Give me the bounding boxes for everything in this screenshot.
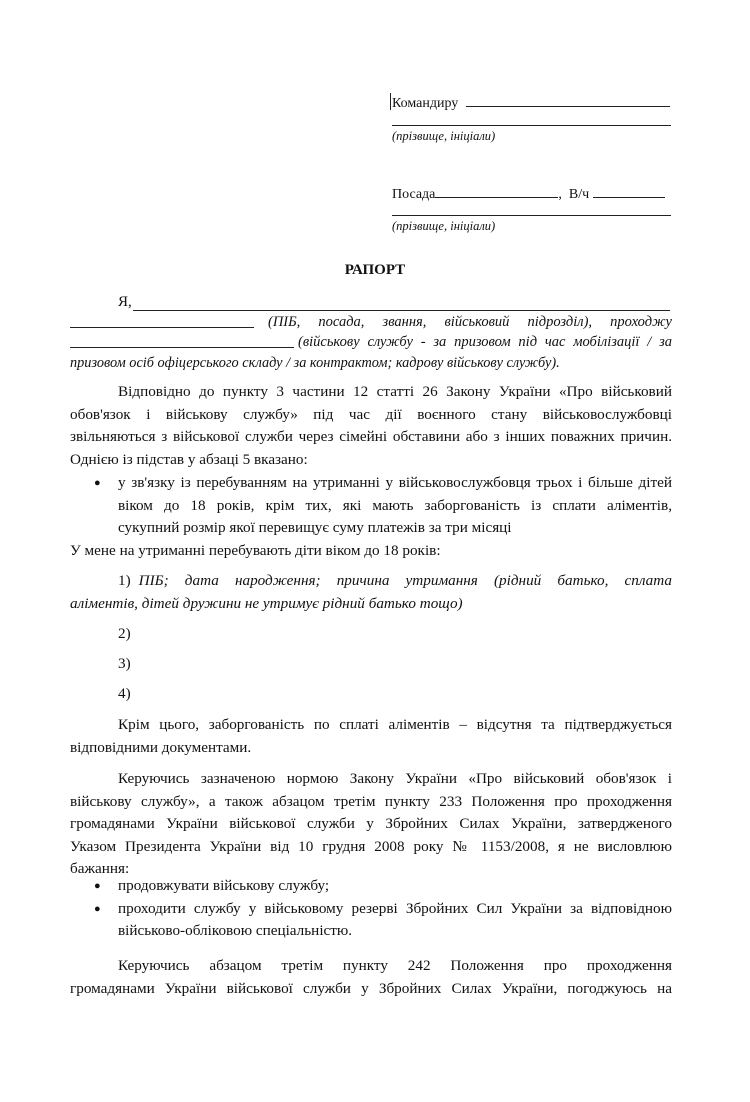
bullet-line: військово-обліковою спеціальністю. <box>118 922 353 939</box>
commander-blank[interactable] <box>466 93 670 107</box>
bullet-list-2 <box>70 875 672 943</box>
child-3-number[interactable]: 3) <box>118 655 131 672</box>
intro-hint-3: призовом осіб офіцерського складу / за контрактом; кадрову військову службу). <box>70 355 560 371</box>
p3-line: бажання: <box>70 860 130 877</box>
bullet-line: проходити службу у військовому резерві Збройних Сил України за відповідною <box>118 899 672 917</box>
intro-hint-1: (ПІБ, посада, звання, військовий підрозділ), проходжу <box>268 314 672 330</box>
bullet-icon: ● <box>94 880 101 892</box>
document-title: РАПОРТ <box>344 262 406 278</box>
p4-line: Керуючись абзацом третім пункту 242 Положення про проходження <box>118 957 672 974</box>
intro-hint-2: (військову службу - за призовом під час мобілізації / за <box>298 334 672 350</box>
commander-second-line[interactable] <box>392 125 671 126</box>
children-intro: У мене на утриманні перебувають діти віком до 18 років: <box>70 542 441 559</box>
child-1-text[interactable]: ПІБ; дата народження; причина утримання (рідний батько, сплата <box>138 572 672 589</box>
list-item <box>70 875 672 898</box>
position-label: Посада <box>392 187 436 202</box>
paragraph-1 <box>70 381 672 471</box>
p3-line: громадянами України військової служби у Збройних Силах України, затвердженого <box>70 815 672 832</box>
child-1-line <box>118 572 672 590</box>
paragraph-3 <box>70 768 672 881</box>
p1-line: обов'язок і військову службу» під час дії воєнного стану військовослужбовці <box>70 405 672 423</box>
surname-hint-2: (прізвище, ініціали) <box>392 219 496 233</box>
p3-line: військову службу», а також абзацом третім пункту 233 Положення про проходження <box>70 792 672 810</box>
intro-line-1 <box>118 294 132 311</box>
position-blank[interactable] <box>435 184 558 198</box>
child-1-number: 1) <box>118 572 131 589</box>
commander-line[interactable] <box>392 93 670 112</box>
list-item <box>70 898 672 943</box>
bullet-icon: ● <box>94 477 101 489</box>
bullet-line: віком до 18 років, крім тих, які мають заборгованість із сплати аліментів, <box>118 496 672 514</box>
unit-label: В/ч <box>568 187 590 202</box>
p1-line: звільняються з військової служби через сімейні обставини або з інших поважних причин. <box>70 428 672 445</box>
position-second-line[interactable] <box>392 215 671 216</box>
child-2-number[interactable]: 2) <box>118 625 131 642</box>
child-4-number[interactable]: 4) <box>118 685 131 702</box>
name-blank[interactable] <box>133 310 670 311</box>
position-line[interactable]: Посада , В/ч <box>392 184 665 203</box>
paragraph-2 <box>70 714 672 759</box>
unit-blank[interactable] <box>593 184 665 198</box>
list-item <box>70 472 672 540</box>
intro-line-3 <box>70 334 672 353</box>
text-cursor <box>390 93 391 110</box>
p4-line: громадянами України військової служби у Збройних Силах України, погоджуюсь на <box>70 979 672 997</box>
service-blank[interactable] <box>70 334 294 348</box>
bullet-line: продовжувати військову службу; <box>118 877 330 894</box>
child-1-text-cont[interactable]: аліментів, дітей дружини не утримує рідний батько тощо) <box>70 595 463 612</box>
p3-line: Указом Президента України від 10 грудня 2008 року № 1153/2008, я не висловлюю <box>70 837 672 855</box>
name-blank-2[interactable] <box>70 314 254 328</box>
p1-line: Відповідно до пункту 3 частини 12 статті 26 Закону України «Про військовий <box>118 383 672 400</box>
p2-line: Крім цього, заборгованість по сплаті аліментів – відсутня та підтверджується <box>118 716 672 733</box>
bullet-line: у зв'язку із перебуванням на утриманні у військовослужбовця трьох і більше дітей <box>118 474 672 491</box>
p3-line: Керуючись зазначеною нормою Закону України «Про військовий обов'язок і <box>118 770 672 787</box>
bullet-line: сукупний розмір якої перевищує суму платежів за три місяці <box>118 519 512 536</box>
bullet-icon: ● <box>94 902 101 915</box>
ya-label: Я, <box>118 294 132 310</box>
surname-hint-1: (прізвище, ініціали) <box>392 129 496 143</box>
intro-line-2 <box>70 314 672 333</box>
bullet-list-1 <box>70 472 672 540</box>
p2-line: відповідними документами. <box>70 738 252 756</box>
p1-line: Однією із підстав у абзаці 5 вказано: <box>70 450 308 468</box>
commander-label: Командиру <box>392 96 459 111</box>
paragraph-4 <box>70 955 672 1000</box>
